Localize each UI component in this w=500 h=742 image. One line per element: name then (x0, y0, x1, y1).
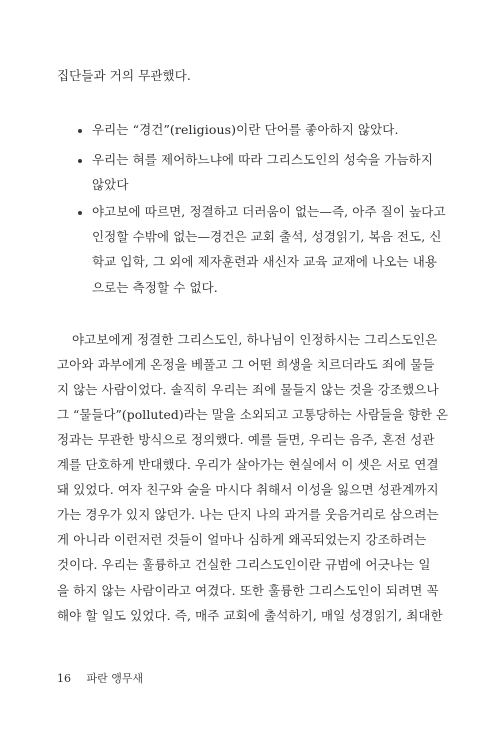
bullet-marker (78, 211, 82, 215)
bullet-3-line-4: 으로는 측정할 수 없다. (92, 280, 218, 295)
opening-line: 집단들과 거의 무관했다. (57, 68, 191, 83)
bullet-marker (78, 159, 82, 163)
paragraph-line: 해야 할 일도 있었다. 즉, 매주 교회에 출석하기, 매일 성경읽기, 최대한 (57, 608, 443, 623)
paragraph-line: 게 아니라 이런저런 것들이 얼마나 심하게 왜곡되었는지 강조하려는 (57, 532, 427, 547)
paragraph-line: 을 하지 않는 사람이라고 여겼다. 또한 훌륭한 그리스도인이 되려면 꼭 (57, 583, 439, 598)
paragraph-line: 돼 있었다. 여자 친구와 술을 마시다 취해서 이성을 잃으면 성관계까지 (57, 482, 439, 497)
bullet-marker (78, 129, 82, 133)
paragraph-line: 것이다. 우리는 훌륭하고 건실한 그리스도인이란 규범에 어긋나는 일 (57, 557, 431, 572)
bullet-3-line-1: 야고보에 따르면, 정결하고 더러움이 없는—즉, 아주 질이 높다고 (92, 204, 446, 219)
bullet-2-line-1: 우리는 혀를 제어하느냐에 따라 그리스도인의 성숙을 가늠하지 (92, 152, 433, 167)
paragraph-line: 정과는 무관한 방식으로 정의했다. 예를 들면, 우리는 음주, 혼전 성관 (57, 432, 435, 447)
paragraph-line: 계를 단호하게 반대했다. 우리가 살아가는 현실에서 이 셋은 서로 연결 (57, 457, 439, 472)
paragraph-line: 야고보에게 정결한 그리스도인, 하나님이 인정하시는 그리스도인은 (72, 332, 438, 347)
bullet-1-line-1: 우리는 “경건”(religious)이란 단어를 좋아하지 않았다. (92, 122, 399, 137)
running-title: 파란 앵무새 (86, 672, 144, 685)
bullet-2-line-2: 않았다 (92, 177, 129, 192)
paragraph-line: 가는 경우가 있지 않던가. 나는 단지 나의 과거를 웃음거리로 삼으려는 (57, 507, 439, 522)
page-number: 16 (57, 672, 71, 685)
paragraph-line: 지 않는 사람이었다. 솔직히 우리는 죄에 물들지 않는 것을 강조했으나 (57, 382, 439, 397)
bullet-3-line-2: 인정할 수밖에 없는—경건은 교회 출석, 성경읽기, 복음 전도, 신 (92, 229, 442, 244)
bullet-3-line-3: 학교 입학, 그 외에 제자훈련과 새신자 교육 교재에 나오는 내용 (92, 254, 438, 269)
page-footer (57, 672, 143, 686)
paragraph-line: 고아와 과부에게 온정을 베풀고 그 어떤 희생을 치르더라도 죄에 물들 (57, 357, 435, 372)
paragraph-line: 그 “물들다”(polluted)라는 말을 소외되고 고통당하는 사람들을 향한 온 (57, 408, 449, 422)
